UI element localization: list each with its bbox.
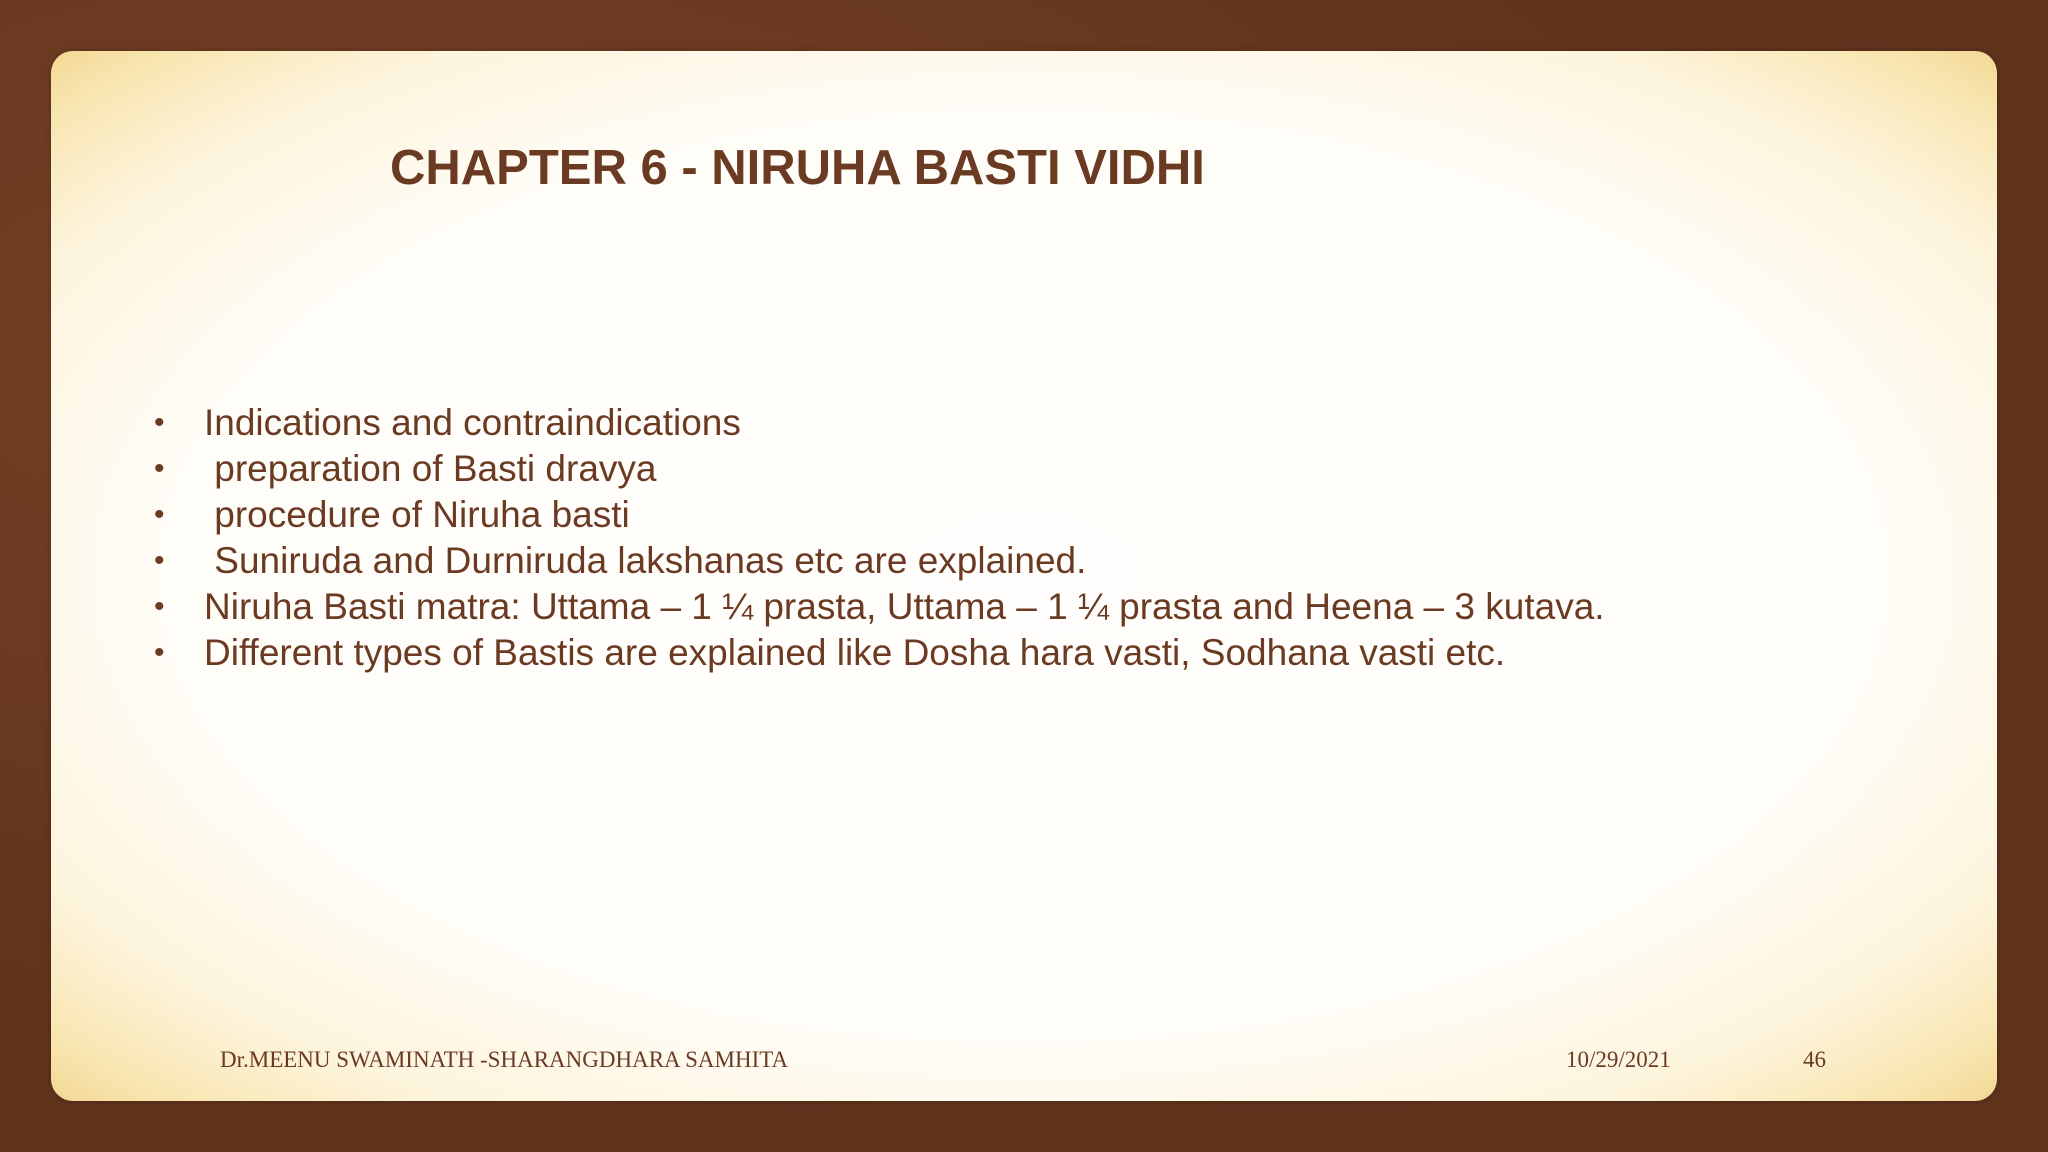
list-item (154, 630, 1605, 676)
bullet-list (154, 400, 1605, 676)
bullet-icon: • (154, 452, 165, 485)
list-item (154, 446, 1605, 492)
bullet-icon: • (154, 636, 165, 669)
bullet-text: preparation of Basti dravya (204, 448, 657, 489)
bullet-icon: • (154, 544, 165, 577)
page-number: 46 (1803, 1047, 1826, 1072)
list-item (154, 538, 1605, 584)
bullet-text: Indications and contraindications (204, 402, 741, 443)
bullet-icon: • (154, 406, 165, 439)
bullet-text: Niruha Basti matra: Uttama – 1 ¼ prasta, Uttama – 1 ¼ prasta and Heena – 3 kutava. (204, 586, 1605, 627)
bullet-text: Suniruda and Durniruda lakshanas etc are explained. (204, 540, 1087, 581)
bullet-icon: • (154, 590, 165, 623)
bullet-icon: • (154, 498, 165, 531)
list-item (154, 492, 1605, 538)
bullet-text: procedure of Niruha basti (204, 494, 630, 535)
list-item (154, 584, 1605, 630)
slide-title: CHAPTER 6 - NIRUHA BASTI VIDHI (390, 141, 1205, 195)
footer-author: Dr.MEENU SWAMINATH -SHARANGDHARA SAMHITA (220, 1047, 789, 1072)
footer-date: 10/29/2021 (1566, 1047, 1671, 1072)
bullet-text: Different types of Bastis are explained like Dosha hara vasti, Sodhana vasti etc. (204, 632, 1506, 673)
list-item (154, 400, 1605, 446)
